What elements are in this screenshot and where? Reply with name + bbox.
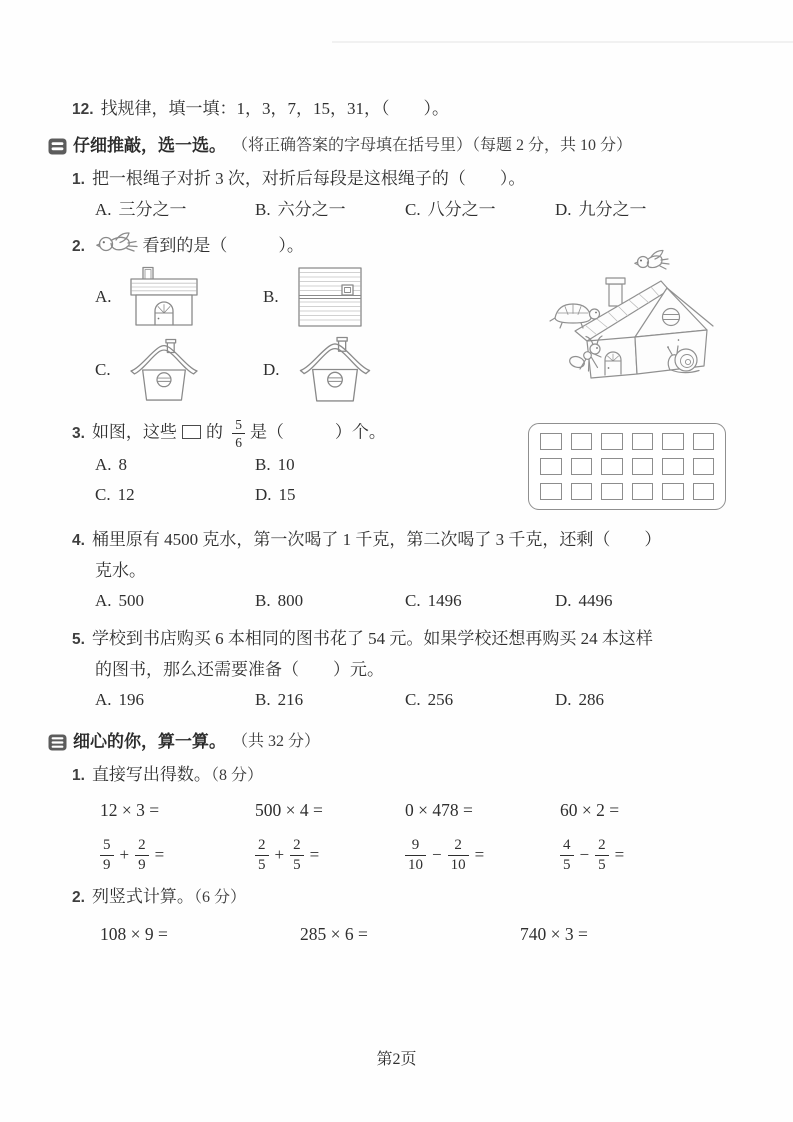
squares-grid-3x6 <box>528 423 726 510</box>
grid-cell <box>693 458 715 475</box>
question-text: 看到的是（ ）。 <box>142 236 304 255</box>
question-12 <box>72 94 763 125</box>
question-text: 桶里原有 4500 克水，第一次喝了 1 千克，第二次喝了 3 千克，还剩（ ） <box>91 530 662 549</box>
math-expression: 285 × 6 = <box>300 923 368 944</box>
option-b: B. 10 <box>255 455 295 475</box>
option-b: B. 800 <box>255 591 304 610</box>
option-a: A. 500 <box>95 591 145 610</box>
option-b: B. 216 <box>255 690 304 709</box>
q4-options <box>95 586 763 616</box>
question-number: 1. <box>72 171 85 188</box>
grid-cell <box>571 483 593 500</box>
question-text: 如图，这些 <box>91 422 177 442</box>
grid-cell <box>571 458 593 475</box>
grid-cell <box>601 483 623 500</box>
section-title: 细心的你，算一算。 <box>73 732 226 751</box>
math-expression: 12 × 3 = <box>100 800 160 820</box>
house-side-view <box>129 266 201 328</box>
house-front-view <box>297 336 373 403</box>
q5-options <box>95 685 763 715</box>
question-4 <box>72 525 763 556</box>
house-front-view <box>128 338 200 402</box>
question-text: 是（ ）个。 <box>249 422 386 442</box>
book-lines-icon <box>48 138 67 155</box>
question-5-line2: 的图书，那么还需要准备（ ）元。 <box>95 660 384 679</box>
bird-icon <box>635 250 669 269</box>
grid-cell <box>693 483 715 500</box>
q1-options <box>95 195 763 225</box>
option-a: A. 196 <box>95 690 145 709</box>
mental-math-row <box>100 795 763 825</box>
fraction-expression: $\frac{5}{9}$ + $\frac{2}{9}$ = <box>100 837 255 874</box>
grid-cell <box>540 458 562 475</box>
grid-cell <box>571 433 593 450</box>
question-number: 3. <box>72 424 85 442</box>
option-d: D. 15 <box>255 485 296 505</box>
grid-cell <box>540 433 562 450</box>
grid-cell <box>693 433 715 450</box>
math-expression: 108 × 9 = <box>100 923 168 944</box>
grid-cell <box>662 483 684 500</box>
question-number: 2. <box>72 238 85 255</box>
option-a: A. 8 <box>95 455 128 475</box>
question-text: 学校到书店购买 6 本相同的图书花了 54 元。如果学校还想再购买 24 本这样 <box>91 629 653 648</box>
math-expression: 740 × 3 = <box>520 923 588 944</box>
question-number: 12. <box>72 101 94 118</box>
section-note: （共 32 分） <box>232 733 321 750</box>
grid-cell <box>601 458 623 475</box>
grid-cell <box>632 458 654 475</box>
math-expression: 500 × 4 = <box>255 800 323 820</box>
section-note: （将正确答案的字母填在括号里）（每题 2 分，共 10 分） <box>232 137 633 154</box>
calc-part1-header: 1. 直接写出得数。（8 分） <box>72 765 263 784</box>
calc-part2-header: 2. 列竖式计算。（6 分） <box>72 886 246 906</box>
option-c: C. 12 <box>95 485 135 505</box>
fraction-5-6: $\frac{5}{6}$ <box>232 417 245 450</box>
question-2-block <box>48 231 763 405</box>
question-5 <box>72 624 763 655</box>
column-method-row <box>100 919 763 949</box>
option-c: C. 八分之一 <box>405 200 496 219</box>
option-b: B. 六分之一 <box>255 200 346 219</box>
option-a: A. 三分之一 <box>95 200 187 219</box>
question-text: 找规律，填一填：1，3，7，15，31，（ ）。 <box>100 99 450 118</box>
math-expression: 0 × 478 = <box>405 800 473 820</box>
question-text: 把一根绳子对折 3 次，对折后每段是这根绳子的（ ）。 <box>91 169 526 188</box>
question-3-block <box>48 417 763 513</box>
question-4-line2: 克水。 <box>95 561 146 580</box>
question-text: 的 <box>205 422 223 442</box>
option-c: C. <box>95 336 263 403</box>
square-symbol <box>182 425 201 439</box>
option-c: C. 1496 <box>405 591 462 610</box>
fraction-expression: $\frac{4}{5}$ − $\frac{2}{5}$ = <box>560 837 763 874</box>
grid-cell <box>632 483 654 500</box>
section-title: 仔细推敲，选一选。 <box>73 136 226 155</box>
fraction-expression: $\frac{9}{10}$ − $\frac{2}{10}$ = <box>405 837 560 874</box>
fraction-math-row <box>100 837 763 874</box>
option-d: D. <box>263 336 483 403</box>
option-a: A. <box>95 266 263 328</box>
question-number: 1. <box>72 767 85 784</box>
option-d: D. 286 <box>555 690 605 709</box>
page-number: 第2页 <box>376 1051 417 1068</box>
question-number: 4. <box>72 532 85 549</box>
option-d: D. 4496 <box>555 591 613 610</box>
question-number: 2. <box>72 888 85 906</box>
section-header-calc <box>48 727 763 757</box>
grid-cell <box>601 433 623 450</box>
question-1 <box>72 164 763 195</box>
house-top-view <box>296 266 364 328</box>
section-header-choice <box>48 131 763 161</box>
option-c: C. 256 <box>405 690 454 709</box>
grid-cell <box>632 433 654 450</box>
page-content <box>48 94 763 949</box>
question-number: 5. <box>72 631 85 648</box>
option-b: B. <box>263 266 483 328</box>
grid-cell <box>540 483 562 500</box>
fraction-expression: $\frac{2}{5}$ + $\frac{2}{5}$ = <box>255 837 405 874</box>
bird-icon <box>96 231 138 257</box>
grid-cell <box>662 433 684 450</box>
option-d: D. 九分之一 <box>555 200 647 219</box>
scan-artifact-line <box>332 41 793 43</box>
math-expression: 60 × 2 = <box>560 800 620 820</box>
grid-cell <box>662 458 684 475</box>
house-with-animals-scene <box>531 241 761 391</box>
book-lines-icon <box>48 734 67 751</box>
